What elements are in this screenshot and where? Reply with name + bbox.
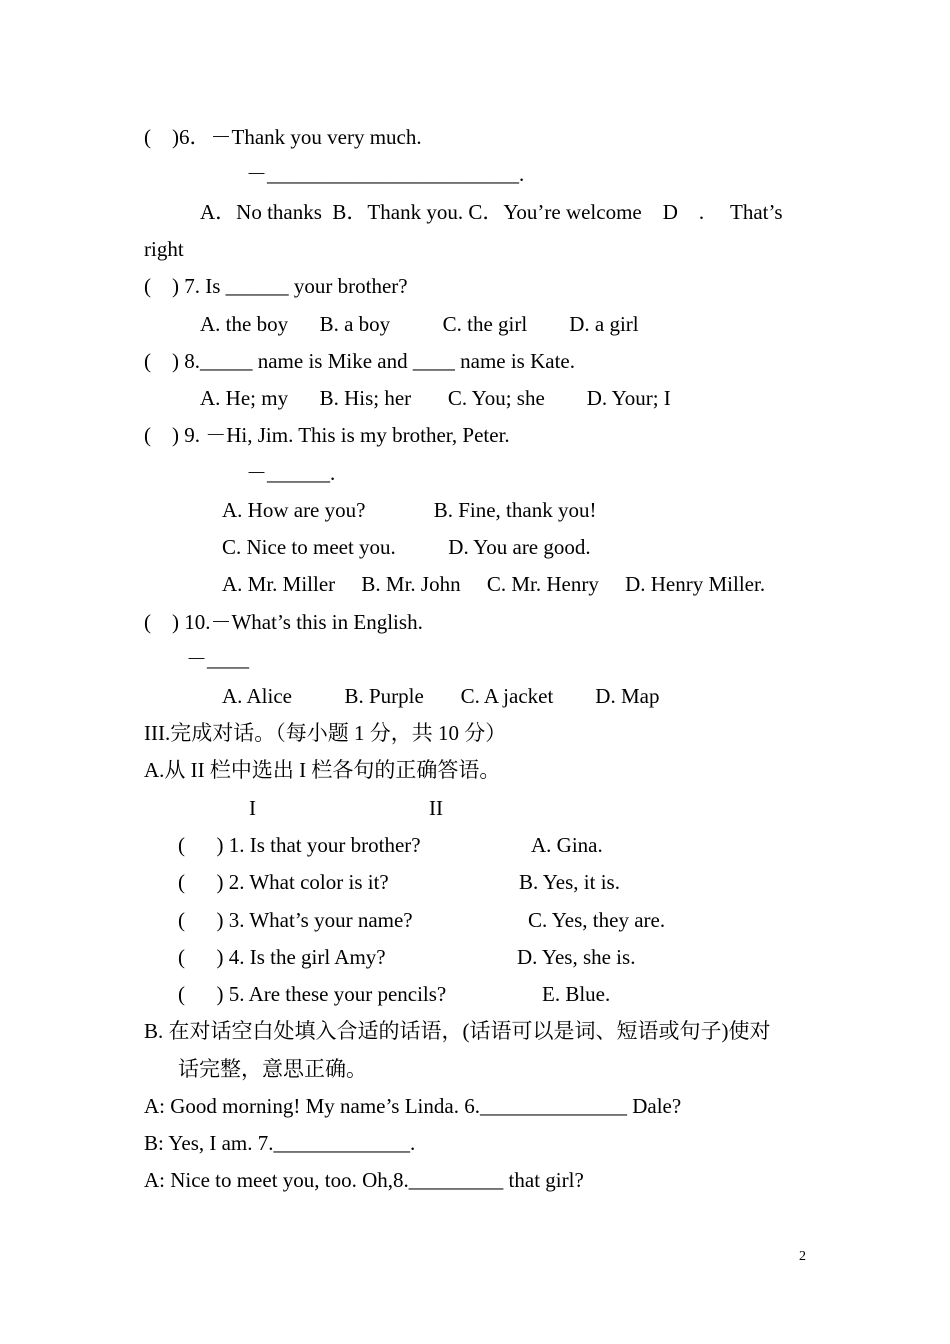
match-answer: C. Yes, they are. [528,908,666,932]
q9-options-1: A. How are you? B. Fine, thank you! [222,498,597,522]
q7-question: ( ) 7. Is ______ your brother? [144,274,408,298]
partA-title: A.从 II 栏中选出 I 栏各句的正确答语。 [144,758,501,782]
q6-answer-line: －________________________. [246,162,525,186]
match-question: ( ) 3. What’s your name? [178,908,413,932]
q10-options: A. Alice B. Purple C. A jacket D. Map [222,684,660,708]
match-answer: D. Yes, she is. [517,945,636,969]
q6-question: ( )6．－Thank you very much. [144,125,422,149]
match-question: ( ) 4. Is the girl Amy? [178,945,386,969]
section3-title: III.完成对话。（每小题 1 分，共 10 分） [144,721,507,745]
match-answer: E. Blue. [542,982,611,1006]
match-question: ( ) 2. What color is it? [178,870,389,894]
match-answer: B. Yes, it is. [519,870,620,894]
q6-options-wrap: right [144,237,184,261]
dialog-line: A: Nice to meet you, too. Oh,8._________ that girl? [144,1168,584,1192]
q8-options: A. He; my B. His; her C. You; she D. Your; I [200,386,671,410]
dialog-line: B: Yes, I am. 7._____________. [144,1131,416,1155]
partB-title-line1: B. 在对话空白处填入合适的话语，(话语可以是词、短语或句子)使对 [144,1019,771,1043]
q10-answer-line: －____ [186,647,249,671]
q9-answer-line: －______. [246,461,336,485]
dialog-line: A: Good morning! My name’s Linda. 6.______________ Dale? [144,1094,682,1118]
q9-question: ( ) 9. －Hi, Jim. This is my brother, Peter. [144,423,510,447]
match-answer: A. Gina. [531,833,603,857]
page-number: 2 [799,1249,806,1264]
column-II-header: II [429,796,443,820]
q9-options-3: A. Mr. Miller B. Mr. John C. Mr. Henry D. Henry Miller. [222,572,766,596]
match-question: ( ) 5. Are these your pencils? [178,982,447,1006]
q10-question: ( ) 10.－What’s this in English. [144,610,423,634]
match-question: ( ) 1. Is that your brother? [178,833,421,857]
partB-title-line2: 话完整，意思正确。 [178,1057,367,1081]
q8-question: ( ) 8._____ name is Mike and ____ name is Kate. [144,349,575,373]
q9-options-2: C. Nice to meet you. D. You are good. [222,535,591,559]
column-I-header: I [249,796,256,820]
q7-options: A. the boy B. a boy C. the girl D. a girl [200,312,639,336]
q6-options: A．No thanks B．Thank you. C．You’re welcome D . That’s [200,200,783,224]
